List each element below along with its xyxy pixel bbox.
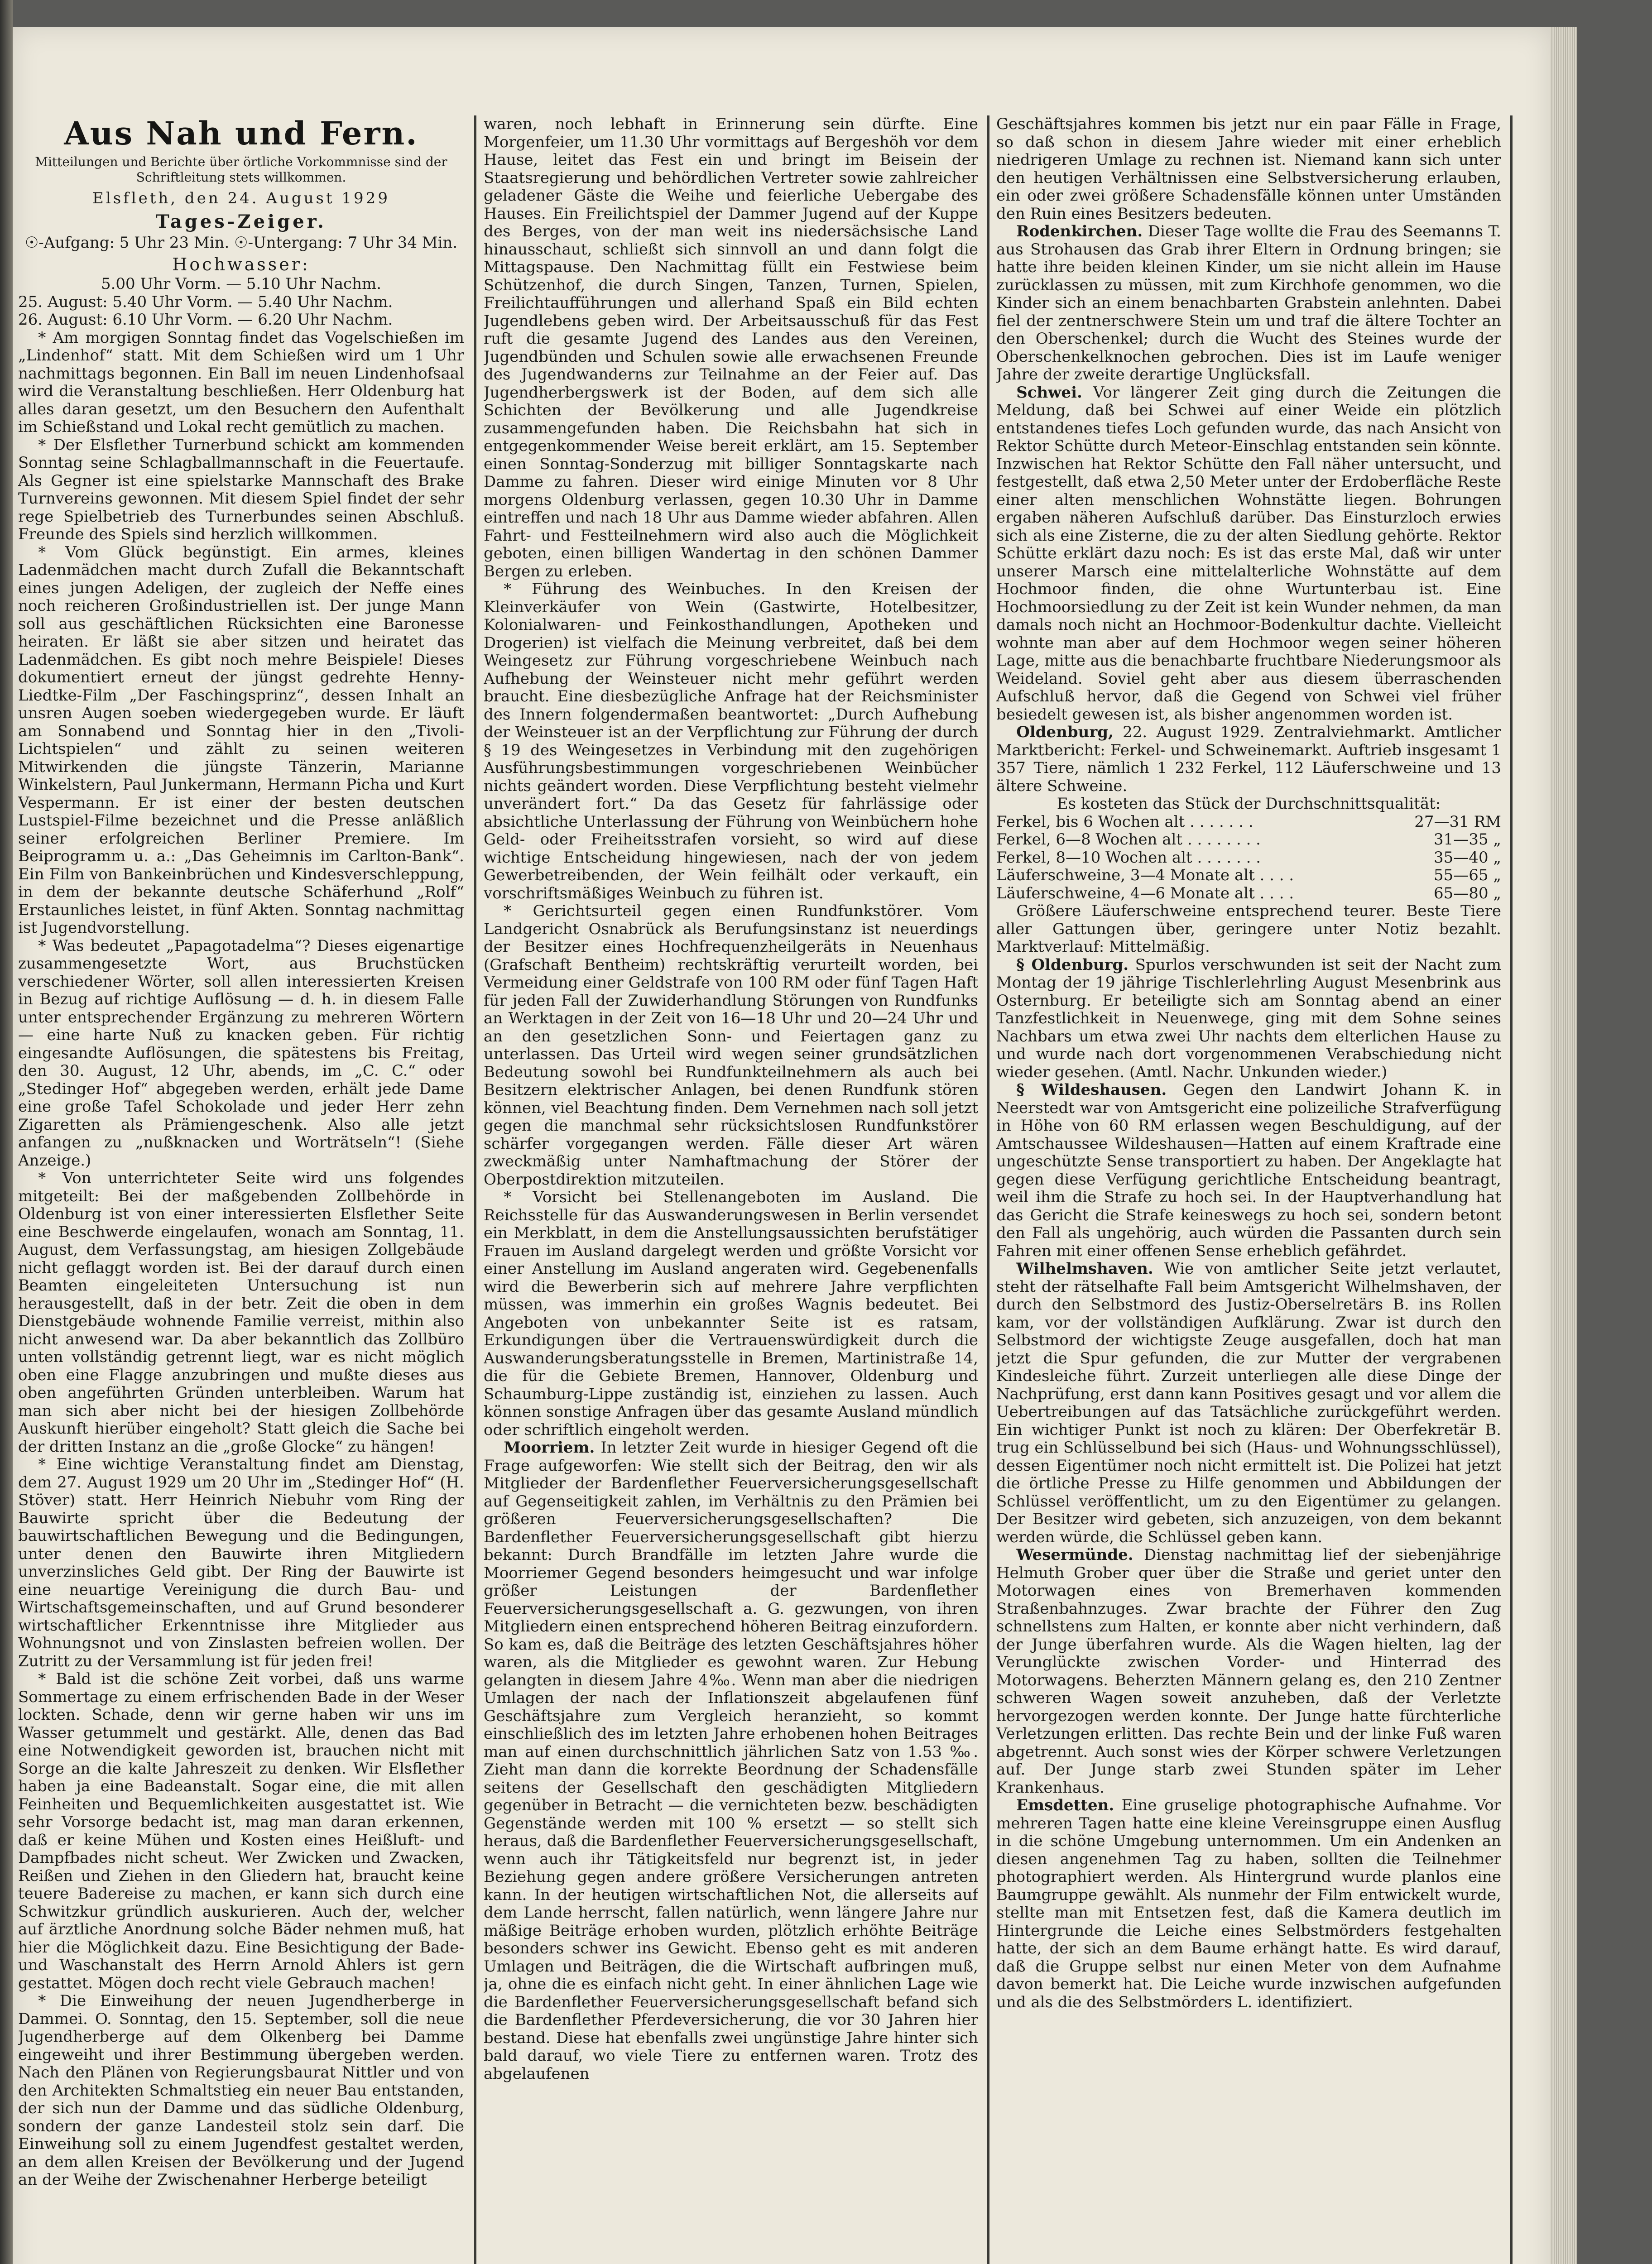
dateline-wilhelmshaven: Wilhelmshaven. — [1016, 1260, 1153, 1278]
article-oldenburg-vermisst-body: Spurlos verschwunden ist seit der Nacht zum Montag der 19 jährige Tischlerlehrling August Mesenbrink aus Osternburg. Er beteiligte sich am Sonntag abend an einer Tanzfestlichkeit in Neuenwege, ging mit dem Sohne seines Nachbars um etwa zwei Uhr nachts dem elterlichen Hause zu und wurde nach dort vorgenommenen Verabschiedung nicht wieder gesehen. (Amtl. Nachr. Unkunden wieder.) — [996, 955, 1501, 1081]
article-jugendherberge: * Die Einweihung der neuen Jugendherberge in Dammei. O. Sonntag, den 15. September, soll die neue Jugendherberge auf dem Olkenberg bei Damme eingeweiht und ihrer Bestimmung übergeben werden. Nach den Plänen von Regierungsbaurat Nittler und von den Architekten Schmaltstieg ein neuer Bau entstanden, der sich nun der Damme und das südliche Oldenburg, sondern der ganze Landesteil stolz sein darf. Die Einweihung soll zu einem Jugendfest gestaltet werden, an dem allen Kreisen der Bevölkerung und der Jugend an der Weihe der Zwischenahner Herberge beteiligt — [18, 1992, 464, 2189]
tide-today: 5.00 Uhr Vorm. — 5.10 Uhr Nachm. — [101, 275, 382, 293]
price-label: Ferkel, bis 6 Wochen alt . . . . . . . — [996, 812, 1253, 831]
price-label: Ferkel, 8—10 Wochen alt . . . . . . . — [996, 848, 1261, 867]
price-row — [996, 831, 1501, 849]
article-schwei — [996, 384, 1501, 724]
article-rodenkirchen-body: Dieser Tage wollte die Frau des Seemanns T. aus Strohausen das Grab ihrer Eltern in Ordnung bringen; sie hatte ihre beiden kleinen Kinder, um sie nicht allein im Hause zurücklassen zu müssen, mit zum Kirchhofe genommen, wo die Kinder sich an einem benachbarten Grabstein anlehnten. Dabei fiel der zentnerschwere Stein um und traf die ältere Tochter an den Oberschenkel; durch die Wucht des Steines wurde der Oberschenkelknochen gebrochen. Dies ist im Laufe weniger Jahre der zweite derartige Unglücksfall. — [996, 222, 1501, 384]
column-divider — [987, 115, 989, 2264]
article-turnerbund: * Der Elsflether Turnerbund schickt am kommenden Sonntag seine Schlagballmannschaft in die Feuertaufe. Als Gegner ist eine spielstarke Mannschaft des Brake Turnvereins gewonnen. Mit diesem Spiel findet der sehr rege Spielbetrieb des Turnerbundes seinen Abschluß. Freunde des Spiels sind herzlich willkommen. — [18, 436, 464, 543]
article-stellenangebote: * Vorsicht bei Stellenangeboten im Ausland. Die Reichsstelle für das Auswanderungswesen in Berlin versendet ein Merkblatt, in dem die Anstellungsaussichten berufstätiger Frauen im Ausland dargelegt werden und größte Vorsicht vor einer Anstellung im Ausland angeraten wird. Gegebenenfalls wird die Bewerberin sich auf mehrere Jahre verpflichten müssen, was immerhin ein großes Wagnis bedeutet. Bei Angeboten von unbekannter Seite ist es ratsam, Erkundigungen über die Vertrauenswürdigkeit durch die Auswanderungsberatungsstelle in Bremen, Martinistraße 14, die für die Gebiete Bremen, Hannover, Oldenburg und Schaumburg-Lippe zuständig ist, einziehen zu lassen. Auch können sonstige Anfragen über das gesamte Ausland mündlich oder schriftlich eingeholt werden. — [484, 1188, 978, 1439]
article-emsdetten — [996, 1797, 1501, 2011]
article-rodenkirchen — [996, 223, 1501, 384]
price-table-heading: Es kosteten das Stück der Durchschnittsqualität: — [1057, 795, 1441, 813]
price-value: 35—40 „ — [1434, 848, 1501, 867]
article-moorriem-body: In letzter Zeit wurde in hiesiger Gegend oft die Frage aufgeworfen: Wie stellt sich der Beitrag, den wir als Mitglieder der Bardenflether Feuerversicherungsgesellschaft auf Gegenseitigkeit zahlen, im Verhältnis zu den Prämien bei größeren Feuerversicherungsgesellschaften? Die Bardenflether Feuerversicherungsgesellschaft gibt hierzu bekannt: Durch Brandfälle im letzten Jahre wurde die Moorriemer Gegend besonders heimgesucht und war infolge größer Leistungen der Bardenflether Feuerversicherungsgesellschaft a. G. gezwungen, von ihren Mitgliedern einen entsprechend höheren Beitrag einzufordern. So kam es, daß die Beiträge des letzten Geschäftsjahres höher waren, als die Mitglieder es gewohnt waren. Zur Hebung gelangten in diesem Jahre 4‰. Wenn man aber die niedrigen Umlagen der nach der Inflationszeit abgelaufenen fünf Geschäftsjahre zum Vergleich heranzieht, so kommt einschließlich des im letzten Jahre erhobenen hohen Beitrages man auf einen durchschnittlich jährlichen Satz von 1.53 ‰. Zieht man dann die korrekte Beordnung der Schadensfälle seitens der Gesellschaft den geschädigten Mitgliedern gegenüber in Betracht — die vernichteten bezw. beschädigten Gegenstände werden mit 100 % ersetzt — so stellt sich heraus, daß die Bardenflether Feuerversicherungsgesellschaft, wenn auch ihr Tätigkeitsfeld nur begrenzt ist, in jeder Beziehung gegen andere größere Versicherungen antreten kann. In der heutigen wirtschaftlichen Not, die allerseits auf dem Lande herrscht, fallen natürlich, wenn längere Jahre nur mäßige Beiträge erhoben wurden, plötzlich erhöhte Beiträge besonders schwer ins Gewicht. Ebenso geht es mit anderen Umlagen und Beiträgen, die die Wirtschaft aufbringen muß, ja, ohne die es einfach nicht geht. In einer ähnlichen Lage wie die Bardenflether Feuerversicherungsgesellschaft befand sich die Bardenflether Pferdeversicherung, die vor 30 Jahren hier bestand. Diese hat ebenfalls zwei ungünstige Jahre hinter sich bald darauf, wo viele Tiere zu entfernen waren. Trotz des abgelaufenen — [484, 1439, 978, 2083]
article-weinbuch: * Führung des Weinbuches. In den Kreisen der Kleinverkäufer von Wein (Gastwirte, Hotelbesitzer, Kolonialwaren- und Feinkosthandlungen, Apotheken und Drogerien) ist vielfach die Meinung verbreitet, daß bei dem Weingesetz zur Führung vorgeschriebene Weinbuch nach Aufhebung der Weinsteuer nicht mehr geführt werden braucht. Eine diesbezügliche Anfrage hat der Reichsminister des Innern folgendermaßen beantwortet: „Durch Aufhebung der Weinsteuer ist an der Verpflichtung zur Führung der durch § 19 des Weingesetzes in Verbindung mit den zugehörigen Ausführungsbestimmungen vorgeschriebenen Weinbücher nichts geändert worden. Diese Verpflichtung besteht vielmehr unverändert fort.“ Da das Gesetz für fahrlässige oder absichtliche Unterlassung der Führung von Weinbüchern hohe Geld- oder Freiheitsstrafen vorsieht, so wird auf diese wichtige Entscheidung hingewiesen, nach der von jedem Gewerbetreibenden, der Wein feilhält oder verkauft, ein vorschriftsmäßiges Weinbuch zu führen ist. — [484, 580, 978, 902]
dateline-wesermuende: Wesermünde. — [1016, 1546, 1133, 1564]
article-moorriem-cont: Geschäftsjahres kommen bis jetzt nur ein paar Fälle in Frage, so daß schon in diesem Jahre wieder mit einer erheblich niedrigeren Umlage zu rechnen ist. Niemand kann sich unter den heutigen Verhältnissen eine Selbstversicherung erlauben, ein oder zwei größere Schadensfälle können unter Umständen den Ruin eines Besitzers bedeuten. — [996, 115, 1501, 223]
price-table — [996, 813, 1501, 903]
dateline-oldenburg: Oldenburg, — [1016, 723, 1114, 741]
article-moorriem — [484, 1439, 978, 2083]
article-veranstaltung: * Eine wichtige Veranstaltung findet am Dienstag, dem 27. August 1929 um 20 Uhr im „Stedinger Hof“ (H. Stöver) statt. Herr Heinrich Niebuhr vom Ring der Bauwirte spricht über die Bedeutung der bauwirtschaftlichen Bewegung und die Bedingungen, unter denen den Bauwirte ihren Mitgliedern unverzinsliches Geld gibt. Der Ring der Bauwirte ist eine neuartige Vereinigung die durch Bau- und Wirtschaftsgemeinschaften, und auf Grund besonderer wirtschaftlicher Erkenntnisse ihre Mitglieder aus Wohnungsnot und von Zinslasten befreien wollen. Der Zutritt zu der Versammlung ist für jeden frei! — [18, 1455, 464, 1670]
dateline-rodenkirchen: Rodenkirchen. — [1016, 222, 1143, 240]
column-2 — [484, 115, 978, 2264]
article-badeanstalt: * Bald ist die schöne Zeit vorbei, daß uns warme Sommertage zu einem erfrischenden Bade in der Weser lockten. Schade, denn wir gerne haben wir uns im Wasser getummelt und gestärkt. Alle, denen das Bad eine Notwendigkeit geworden ist, brauchen nicht mit Sorge an die kalte Jahreszeit zu denken. Wir Elsflether haben ja eine Badeanstalt. Sogar eine, die mit allen Feinheiten und Bequemlichkeiten ausgestattet ist. Wie sehr Vorsorge bedacht ist, mag man daran erkennen, daß er keine Mühen und Kosten eines Heißluft- und Dampfbades nicht scheut. Wer Zwicken und Zwacken, Reißen und Ziehen in den Gliedern hat, braucht keine teuere Badereise zu machen, er kann sich durch eine Schwitzkur gründlich auskurieren. Auch der, welcher auf ärztliche Anordnung solche Bäder nehmen muß, hat hier die Möglichkeit dazu. Eine Besichtigung der Bade- und Waschanstalt des Herrn Arnold Ahlers ist gern gestattet. Mögen doch recht viele Gebrauch machen! — [18, 1670, 464, 1992]
article-rundfunkstoerer: * Gerichtsurteil gegen einen Rundfunkstörer. Vom Landgericht Osnabrück als Berufungsinstanz ist neuerdings der Besitzer eines Hochfrequenzheilgeräts in Neuenhaus (Grafschaft Bentheim) rechtskräftig verurteilt worden, bei Vermeidung einer Geldstrafe von 100 RM oder fünf Tagen Haft für jeden Fall der Zuwiderhandlung Störungen von Rundfunks an Werktagen in der Zeit von 16—18 Uhr und 20—24 Uhr und an den gesetzlichen Sonn- und Feiertagen ganz zu unterlassen. Das Urteil wird wegen seiner grundsätzlichen Bedeutung sowohl bei Rundfunkteilnehmern als auch bei Besitzern elektrischer Anlagen, bei denen Rundfunk stören können, viel Beachtung finden. Dem Vernehmen nach soll jetzt gegen die manchmal sehr rücksichtslosen Rundfunkstörer schärfer vorgegangen werden. Fälle dieser Art wären zweckmäßig unter Namhaftmachung der Störer der Oberpostdirektion mitzuteilen. — [484, 902, 978, 1189]
dateline-wildeshausen: § Wildeshausen. — [1016, 1081, 1167, 1099]
article-oldenburg-markt-body: 22. August 1929. Zentralviehmarkt. Amtlicher Marktbericht: Ferkel- und Schweinemarkt. Auftrieb insgesamt 1 357 Tiere, nämlich 1 232 Ferkel, 112 Läuferschweine und 13 ältere Schweine. — [996, 723, 1501, 795]
dateline-oldenburg-2: § Oldenburg. — [1016, 955, 1129, 974]
article-wesermuende-body: Dienstag nachmittag lief der siebenjährige Helmuth Grober quer über die Straße und geriet unter den Motorwagen eines von Bremerhaven kommenden Straßenbahnzuges. Zwar brachte der Führer den Zug schnellstens zum Halten, er konnte aber nicht verhindern, daß der Junge überfahren wurde. Als die Wagen hielten, lag der Verunglückte zwischen Vorder- und Hinterrad des Motorwagens. Beherzten Männern gelang es, den 210 Zentner schweren Wagen soweit anzuheben, daß der Verletzte hervorgezogen werden konnte. Der Junge hatte fürchterliche Verletzungen erlitten. Das rechte Bein und der linke Fuß waren abgetrennt. Auch sonst wies der Körper schwere Verletzungen auf. Der Junge starb zwei Stunden später im Leher Krankenhaus. — [996, 1546, 1501, 1797]
section-masthead-title: Aus Nah und Fern. — [64, 115, 418, 152]
price-row — [996, 885, 1501, 903]
article-papagotadelma: * Was bedeutet „Papagotadelma“? Dieses eigenartige zusammengesetzte Wort, aus Bruchstücken verschiedener Wörter, soll allen interessierten Kreisen in Bezug auf richtige Auflösung — d. h. in diesem Falle unter entsprechender Ergänzung zu mehreren Wörtern — eine harte Nuß zu knacken geben. Für richtig eingesandte Auflösungen, die spätestens bis Freitag, den 30. August, 12 Uhr, abends, im „C. C.“ oder „Stedinger Hof“ abgegeben werden, erhält jede Dame eine große Tafel Schokolade und jeder Herr zehn Zigaretten als Prämiengeschenk. Also alle jetzt anfangen zu „nußknacken und Worträtseln“! (Siehe Anzeige.) — [18, 936, 464, 1170]
article-zollgebaeude: * Von unterrichteter Seite wird uns folgendes mitgeteilt: Bei der maßgebenden Zollbehörde in Oldenburg ist von einer interessierten Elsflether Seite eine Beschwerde eingelaufen, wonach am Sonntag, 11. August, dem Verfassungstag, am hiesigen Zollgebäude nicht geflaggt worden ist. Bei der darauf durch einen Beamten eingeleiteten Untersuchung ist nun herausgestellt, daß in der betr. Zeit die oben in dem Dienstgebäude wohnende Familie verreist, mithin also nicht anwesend war. Da aber bekanntlich das Zollbüro unten vollständig getrennt liegt, war es nicht möglich oben eine Flagge anzubringen und mußte dieses aus oben angeführten Gründen unterbleiben. Warum hat man sich aber nicht bei der hiesigen Zollbehörde Auskunft hierüber eingeholt? Statt gleich die Sache bei der dritten Instanz an die „große Glocke“ zu hängen! — [18, 1169, 464, 1456]
tageszeiger-heading: Tages-Zeiger. — [156, 211, 327, 232]
article-schwei-body: Vor längerer Zeit ging durch die Zeitungen die Meldung, daß bei Schwei auf einer Weide ein plötzlich entstandenes tiefes Loch gefunden wurde, das nach Ansicht von Rektor Schütte durch Meteor-Einschlag entstanden sein könnte. Inzwischen hat Rektor Schütte den Fall näher untersucht, und festgestellt, daß etwa 2,50 Meter unter der Erdoberfläche Reste einer alten menschlichen Wohnstätte liegen. Bohrungen ergaben näheren Aufschluß darüber. Das Einsturzloch erwies sich als eine Zisterne, die zu der alten Siedlung gehörte. Rektor Schütte erklärt dazu noch: Es ist das erste Mal, daß wir unter unserer Marsch eine mittelalterliche Wohnstätte auf dem Hochmoor finden, die ohne Wurtunterbau ist. Eine Hochmoorsiedlung zu der Zeit ist kein Wunder nehmen, da man damals noch nicht an Hochmoor-Bodenkultur dachte. Vielleicht wohnte man aber auf dem Hochmoor wegen seiner höheren Lage, mitte aus die benachbarte fruchtbare Niederungsmoor als Weideland. Soviel geht aber aus diesem überraschenden Aufschluß hervor, daß die Gegend von Schwei viel früher besiedelt gewesen ist, als bisher angenommen worden ist. — [996, 383, 1501, 724]
price-label: Läuferschweine, 3—4 Monate alt . . . . — [996, 866, 1294, 884]
column-3 — [996, 115, 1501, 2264]
article-wilhelmshaven — [996, 1260, 1501, 1546]
column-divider — [474, 115, 476, 2264]
article-wildeshausen — [996, 1081, 1501, 1260]
price-value: 31—35 „ — [1434, 830, 1501, 849]
dateline-schwei: Schwei. — [1016, 383, 1082, 402]
dateline-emsdetten: Emsdetten. — [1016, 1796, 1114, 1814]
hochwasser-heading: Hochwasser: — [172, 254, 310, 274]
article-wilhelmshaven-body: Wie von amtlicher Seite jetzt verlautet, steht der rätselhafte Fall beim Amtsgericht Wilhelmshaven, der durch den Selbstmord des Justiz-Oberselretärs B. ins Rollen kam, vor der vollständigen Aufklärung. Zwar ist durch den Selbstmord der wichtigste Zeuge ausgefallen, doch hat man jetzt die Spur gefunden, die zur Mutter der vergrabenen Kindesleiche führt. Zurzeit unterliegen alle diese Dinge der Nachprüfung, erst dann kann Positives gesagt und vor allem die Uebertreibungen auf das Tatsächliche zurückgeführt werden. Ein wichtiger Punkt ist noch zu klären: Der Oberfekretär B. trug ein Schlüsselbund bei sich (Haus- und Wohnungsschlüssel), dessen Eigentümer noch nicht ermittelt ist. Die Polizei hat jetzt die örtliche Presse zu Hilfe genommen und Abbildungen der Schlüssel veröffentlicht, um zu den Eigentümer zu gelangen. Der Besitzer wird gebeten, sich anzuzeigen, von dem bekannt werden würde, die Schlüssel geben kann. — [996, 1260, 1501, 1546]
sun-times: ☉-Aufgang: 5 Uhr 23 Min. ☉-Untergang: 7 Uhr 34 Min. — [24, 233, 458, 252]
price-row — [996, 849, 1501, 867]
price-row — [996, 813, 1501, 831]
book-spine-edge — [0, 0, 13, 2264]
article-oldenburg-vermisst — [996, 956, 1501, 1082]
tide-25: 25. August: 5.40 Uhr Vorm. — 5.40 Uhr Nachm. — [18, 293, 393, 311]
article-oldenburg-markt — [996, 724, 1501, 795]
price-value: 55—65 „ — [1434, 866, 1501, 884]
price-value: 65—80 „ — [1434, 884, 1501, 902]
price-label: Ferkel, 6—8 Wochen alt . . . . . . . . — [996, 830, 1261, 849]
article-film: * Vom Glück begünstigt. Ein armes, kleines Ladenmädchen macht durch Zufall die Bekanntschaft eines jungen Adeligen, der zugleich der Neffe eines noch reicheren Großindustriellen ist. Der junge Mann soll aus geschäftlichen Rücksichten eine Baronesse heiraten. Er läßt sie aber sitzen und heiratet das Ladenmädchen. Es gibt noch mehre Beispiele! Dieses dokumentiert erneut der jüngst gedrehte Henny-Liedtke-Film „Der Faschingsprinz“, dessen Inhalt an unsren Augen soeben wiedergegeben wurde. Er läuft am Sonnabend und Sonntag hier in den „Tivoli-Lichtspielen“ und zählt zu seinen weiteren Mitwirkenden die jüngste Tänzerin, Marianne Winkelstern, Paul Junkermann, Hermann Picha und Kurt Vespermann. Er ist einer der besten deutschen Lustspiel-Filme bezeichnet und die Presse anläßlich seiner erfolgreichen Berliner Premiere. Im Beiprogramm u. a.: „Das Geheimnis im Carlton-Bank“. Ein Film von Bankeinbrüchen und Kindesverschleppung, in dem der bekannte deutsche Schäferhund „Rolf“ Erstaunliches leistet, in fünf Akten. Sonntag nachmittag ist Jugendvorstellung. — [18, 543, 464, 937]
price-value: 27—31 RM — [1414, 812, 1501, 831]
price-label: Läuferschweine, 4—6 Monate alt . . . . — [996, 884, 1294, 902]
article-oldenburg-markt-note: Größere Läuferschweine entsprechend teurer. Beste Tiere aller Gattungen über, geringere unter Notiz bezahlt. Marktverlauf: Mittelmäßig. — [996, 902, 1501, 956]
column-divider — [1510, 115, 1513, 2264]
price-row — [996, 867, 1501, 885]
section-masthead-subtitle: Mitteilungen und Berichte über örtliche Vorkommnisse sind der Schriftleitung stets willkommen. — [35, 154, 447, 185]
dateline: Elsfleth, den 24. August 1929 — [92, 189, 390, 207]
article-wildeshausen-body: Gegen den Landwirt Johann K. in Neerstedt war von Amtsgericht eine polizeiliche Strafverfügung in Höhe von 60 RM erlassen wegen Beschuldigung, auf der Amtschaussee Wildeshausen—Hatten auf einem Kraftrade eine ungeschützte Sense transportiert zu haben. Der Angeklagte hat gegen diese Verfügung gerichtliche Entscheidung beantragt, weil ihm die Strafe zu hoch sei. In der Hauptverhandlung hat das Gericht die Strafe keineswegs zu hoch sei, sondern betont den Fall als ungehörig, auch würden die Passanten durch sein Fahren mit einer offenen Sense erheblich gefährdet. — [996, 1081, 1501, 1260]
article-emsdetten-body: Eine gruselige photographische Aufnahme. Vor mehreren Tagen hatte eine kleine Vereinsgruppe einen Ausflug in die schöne Umgebung unternommen. Um ein Andenken an diesen angenehmen Tag zu haben, sollten die Teilnehmer photographiert werden. Als Hintergrund wurde planlos eine Baumgruppe gewählt. Als nunmehr der Film entwickelt wurde, stellte man mit Entsetzen fest, daß die Kamera deutlich im Hintergrunde die Leiche eines Selbstmörders festgehalten hatte, der sich an dem Baume erhängt hatte. Es wird darauf, daß die Gruppe selbst nur einen Meter von dem Aufnahme davon bemerkt hat. Die Leiche wurde inzwischen aufgefunden und als die des Selbstmörders L. identifiziert. — [996, 1796, 1501, 2011]
stacked-page-edges — [1550, 27, 1577, 2264]
article-jugendherberge-cont: waren, noch lebhaft in Erinnerung sein dürfte. Eine Morgenfeier, um 11.30 Uhr vormittags auf Bergeshöh vor dem Hause, leitet das Fest ein und bringt im Beisein der Staatsregierung und behördlichen Vertreter sowie zahlreicher geladener Gäste die Weihe und feierliche Uebergabe des Hauses. Ein Freilichtspiel der Dammer Jugend auf der Kuppe des Berges, von der man weit ins niedersächsische Land hinausschaut, schließt sich sinnvoll an und dann folgt die Mittagspause. Den Nachmittag füllt ein Festwiese beim Schützenhof, die durch Singen, Tanzen, Turnen, Spielen, Freilichtaufführungen und allerhand Spaß ein Bild echten Jugendlebens geben wird. Der Arbeitsausschuß für das Fest ruft die gesamte Jugend des Landes aus den Vereinen, Jugendbünden und Schulen sowie alle erwachsenen Freunde des Jugendwanderns zur Teilnahme an der Feier auf. Das Jugendherbergswerk ist der Boden, auf dem sich alle Schichten der Bevölkerung und alle Jugendkreise zusammengefunden haben. Die Reichsbahn hat sich in entgegenkommender Weise bereit erklärt, am 15. September einen Sonntag-Sonderzug mit billiger Sonntagskarte nach Damme zu fahren. Dieser wird einige Minuten vor 8 Uhr morgens Oldenburg verlassen, gegen 10.30 Uhr in Damme eintreffen und nach 18 Uhr aus Damme wieder abfahren. Allen Fahrt- und Festteilnehmern wird also auch die Möglichkeit geboten, einen billigen Wandertag in den schönen Dammer Bergen zu erleben. — [484, 115, 978, 580]
dateline-moorriem: Moorriem. — [504, 1439, 595, 1457]
article-vogelschiessen: * Am morgigen Sonntag findet das Vogelschießen im „Lindenhof“ statt. Mit dem Schießen wird um 1 Uhr nachmittags begonnen. Ein Ball im neuen Lindenhofsaal wird die Veranstaltung beschließen. Herr Oldenburg hat alles daran gesetzt, um den Besuchern den Aufenthalt im Schießstand und Lokal recht gemütlich zu machen. — [18, 328, 464, 436]
article-wesermuende — [996, 1546, 1501, 1797]
column-1 — [18, 115, 464, 2264]
tide-26: 26. August: 6.10 Uhr Vorm. — 6.20 Uhr Nachm. — [18, 311, 393, 329]
